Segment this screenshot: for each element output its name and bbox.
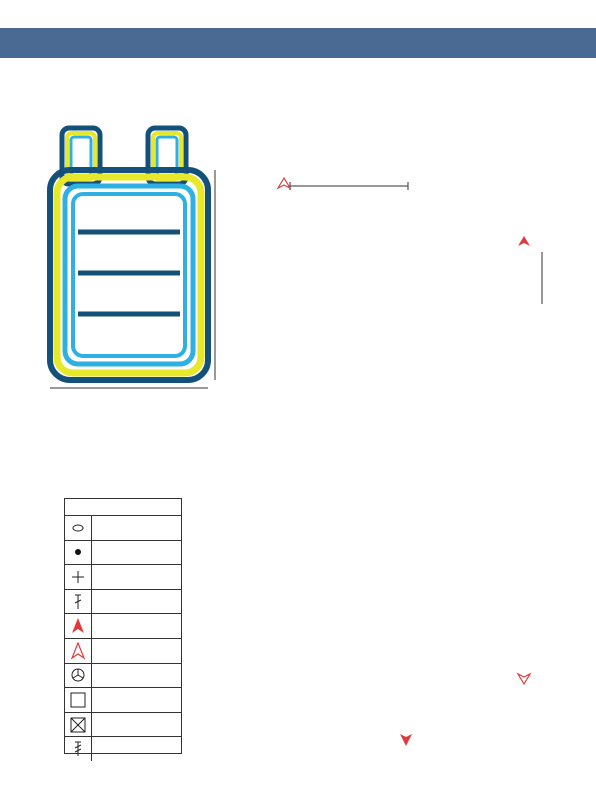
finish-arrow-icon — [518, 674, 530, 684]
chain-icon — [70, 520, 86, 536]
finish-arrow-icon — [400, 734, 412, 746]
legend-row — [65, 515, 181, 540]
diagram1-chart — [270, 176, 420, 756]
legend-table — [65, 515, 181, 761]
finish-arrow-icon — [70, 642, 86, 660]
legend-row — [65, 638, 181, 663]
mat-drawing — [40, 120, 240, 400]
legend-row — [65, 687, 181, 712]
cross-box-icon — [69, 716, 87, 734]
legend-row — [65, 564, 181, 589]
start-arrow-icon — [278, 178, 290, 188]
diagram2-chart — [470, 230, 560, 690]
slip-stitch-icon — [70, 544, 86, 560]
picot-icon — [69, 666, 87, 684]
single-crochet-icon — [70, 569, 86, 585]
legend-row — [65, 613, 181, 638]
start-arrow-icon — [518, 236, 530, 246]
start-arrow-icon — [70, 617, 86, 635]
legend-row — [65, 736, 181, 761]
legend-row — [65, 663, 181, 688]
header-banner — [0, 28, 596, 58]
legend-box — [64, 498, 182, 754]
triple-crochet-icon — [70, 740, 86, 758]
legend-row — [65, 712, 181, 737]
legend-row — [65, 540, 181, 565]
legend-row — [65, 589, 181, 614]
double-crochet-icon — [70, 593, 86, 611]
empty-box-icon — [69, 691, 87, 709]
